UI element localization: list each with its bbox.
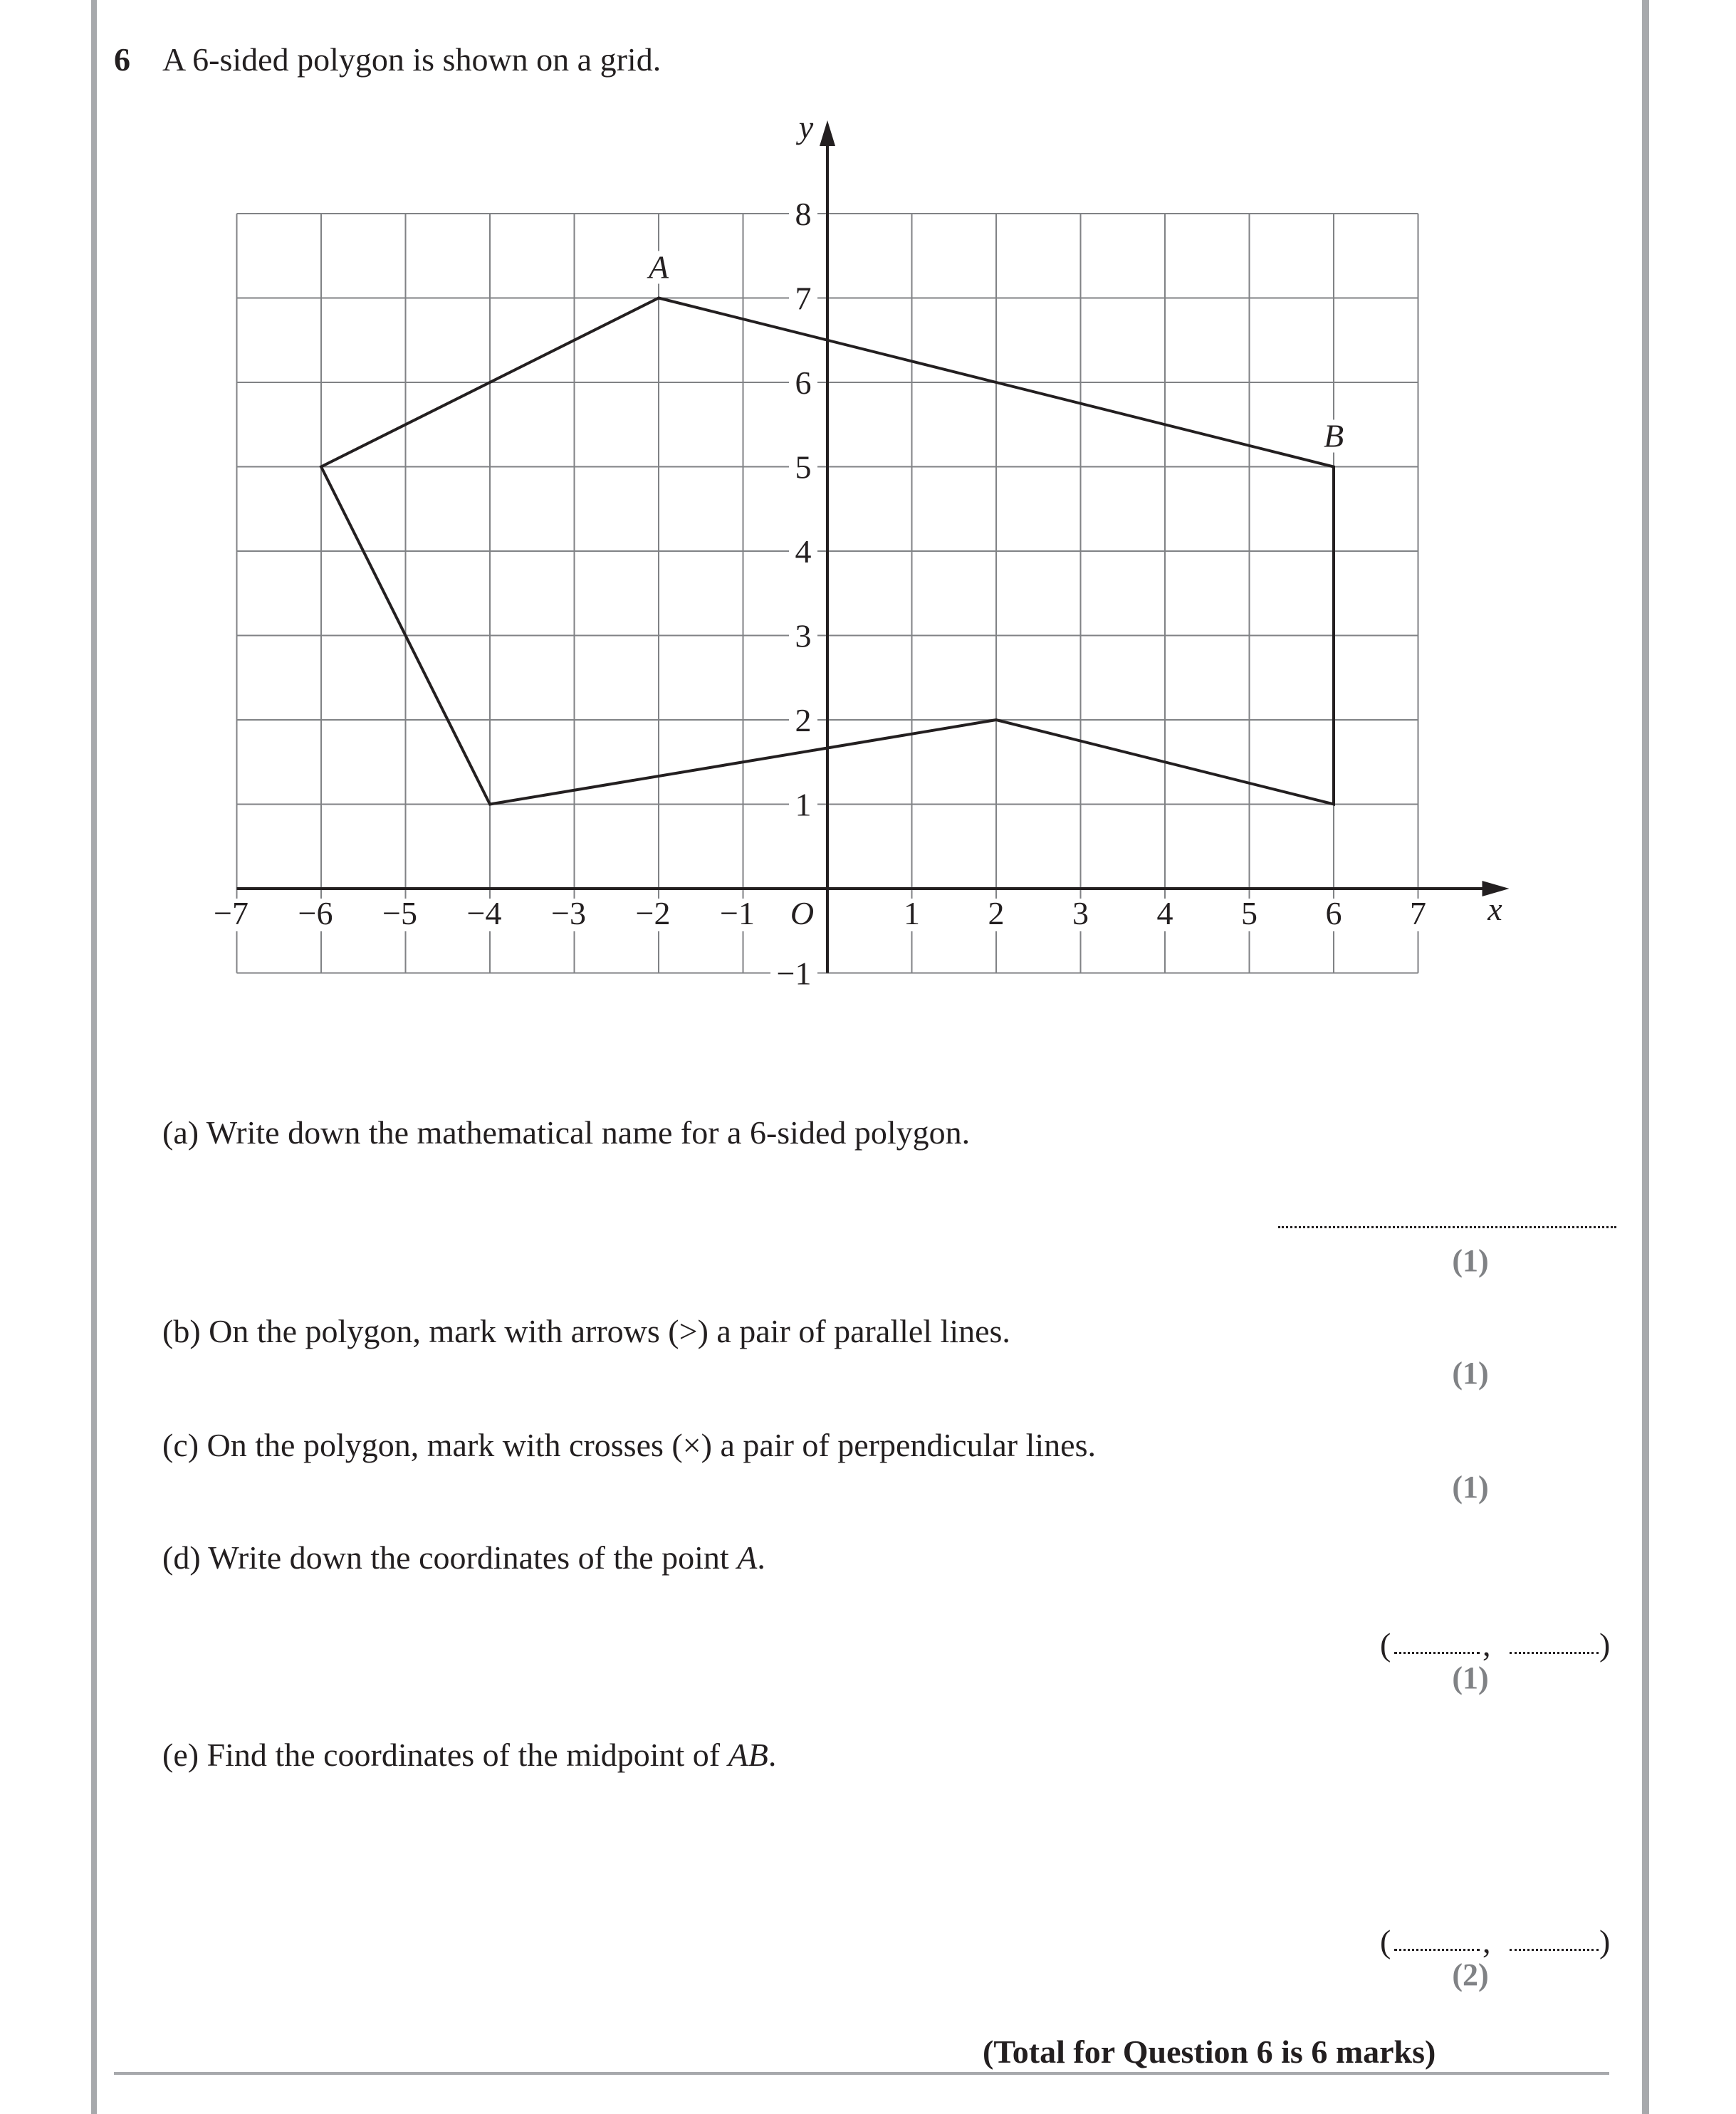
x-tick-label: 1 <box>904 895 920 931</box>
footer-divider <box>114 2072 1609 2075</box>
mark-c: (1) <box>1452 1470 1489 1505</box>
part-b-text: (b) On the polygon, mark with arrows (>) a pair of parallel lines. <box>162 1313 1010 1349</box>
y-axis-label: y <box>798 109 814 145</box>
part-d-text <box>162 1537 765 1579</box>
part-e-suffix: . <box>768 1737 777 1773</box>
point-label-b: B <box>1323 417 1344 454</box>
x-axis-label: x <box>1487 891 1502 927</box>
mark-b: (1) <box>1452 1356 1489 1391</box>
answer-e-close-paren: ) <box>1599 1923 1611 1959</box>
answer-d-close-paren: ) <box>1599 1626 1611 1663</box>
y-tick-label: 8 <box>795 196 812 232</box>
point-label-a: A <box>648 248 669 286</box>
answer-d-x-field[interactable] <box>1394 1652 1480 1654</box>
part-c-text: (c) On the polygon, mark with crosses (×) a pair of perpendicular lines. <box>162 1427 1096 1463</box>
y-tick-label: 3 <box>795 617 812 654</box>
part-d-point: A <box>737 1539 758 1576</box>
answer-e-x-field[interactable] <box>1394 1949 1480 1951</box>
x-tick-label: −4 <box>466 895 502 931</box>
answer-line-a[interactable] <box>1278 1226 1616 1228</box>
origin-label: O <box>790 895 815 931</box>
x-tick-label: −1 <box>720 895 755 931</box>
x-tick-label: −2 <box>635 895 671 931</box>
part-a-text: (a) Write down the mathematical name for a 6-sided polygon. <box>162 1114 971 1151</box>
x-tick-label: 3 <box>1072 895 1089 931</box>
question-number: 6 <box>114 41 130 78</box>
y-axis-arrowhead <box>820 120 835 146</box>
answer-d-comma: , <box>1483 1626 1491 1663</box>
x-tick-label: 7 <box>1410 895 1426 931</box>
question-text: A 6-sided polygon is shown on a grid. <box>162 41 662 78</box>
x-tick-label: 6 <box>1325 895 1342 931</box>
x-tick-label: 4 <box>1156 895 1173 931</box>
x-tick-label: 2 <box>988 895 1005 931</box>
part-d-prefix: (d) Write down the coordinates of the point <box>162 1539 738 1576</box>
answer-e-open-paren: ( <box>1380 1923 1391 1959</box>
total-marks: (Total for Question 6 is 6 marks) <box>983 2034 1436 2070</box>
y-tick-label: −1 <box>776 955 812 992</box>
mark-a: (1) <box>1452 1243 1489 1278</box>
part-e-point: AB <box>728 1737 768 1773</box>
y-tick-label: 2 <box>795 702 812 738</box>
part-e-prefix: (e) Find the coordinates of the midpoint of <box>162 1737 728 1773</box>
x-tick-label: −6 <box>298 895 333 931</box>
answer-e-comma: , <box>1483 1923 1491 1959</box>
mark-e: (2) <box>1452 1957 1489 1992</box>
y-tick-label: 6 <box>795 365 812 401</box>
answer-d-y-field[interactable] <box>1510 1652 1599 1654</box>
y-tick-label: 1 <box>795 786 812 823</box>
x-tick-label: −5 <box>382 895 417 931</box>
x-tick-label: −3 <box>551 895 586 931</box>
x-tick-label: 5 <box>1241 895 1257 931</box>
answer-e-y-field[interactable] <box>1510 1949 1599 1951</box>
y-tick-label: 5 <box>795 449 812 486</box>
y-tick-label: 7 <box>795 280 812 317</box>
answer-d-open-paren: ( <box>1380 1626 1391 1663</box>
y-tick-label: 4 <box>795 533 812 570</box>
part-d-suffix: . <box>757 1539 765 1576</box>
part-e-text <box>162 1734 776 1777</box>
mark-d: (1) <box>1452 1660 1489 1695</box>
x-tick-label: −7 <box>214 895 249 931</box>
